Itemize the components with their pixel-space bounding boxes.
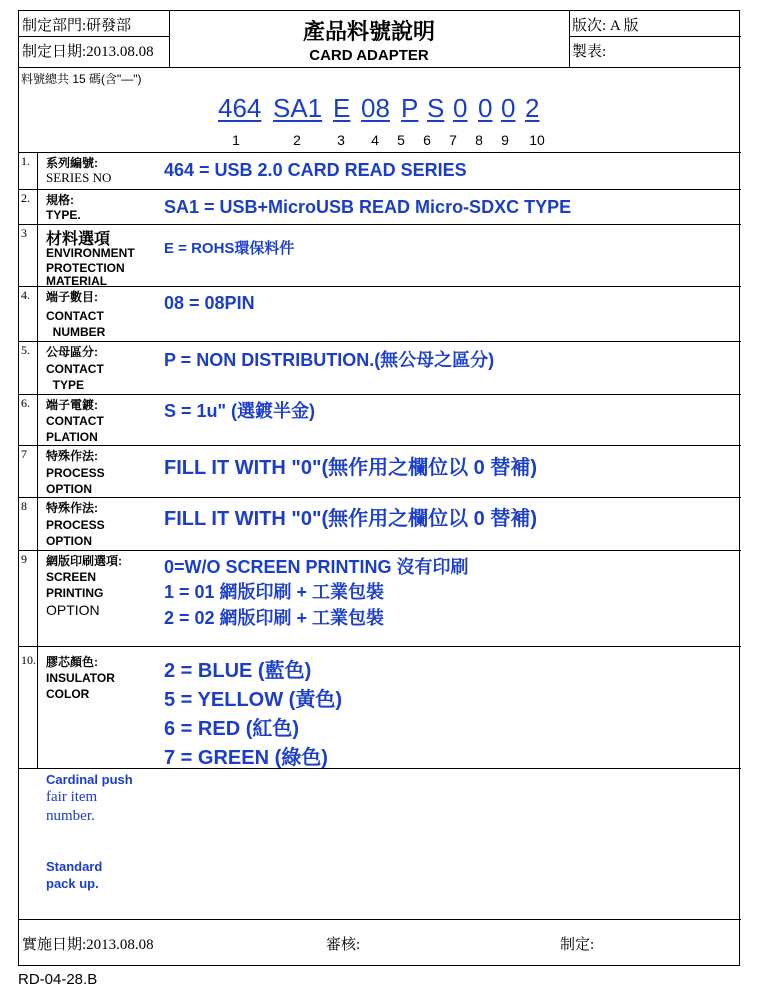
row-value: 6 = RED (紅色): [164, 718, 300, 740]
pn-segment-10: 2: [525, 93, 540, 123]
pn-segment-7: 0: [453, 93, 468, 123]
row-number: 3: [21, 226, 27, 240]
row-value: 2 = BLUE (藍色): [164, 660, 312, 682]
row-label-cn: 端子電鍍:: [46, 398, 98, 412]
implementation-date: 實施日期:2013.08.08: [22, 937, 154, 953]
pn-index-1: 1: [232, 132, 240, 148]
pn-segment-9: 0: [501, 93, 516, 123]
row-number: 5.: [21, 343, 30, 357]
row-number: 8: [21, 499, 27, 513]
row-number: 1.: [21, 154, 30, 168]
row-label-cn: 特殊作法:: [46, 501, 98, 515]
row-label-cn: 特殊作法:: [46, 449, 98, 463]
note-fair-item: fair item: [46, 789, 98, 805]
row-label-en: CONTACT: [46, 414, 104, 428]
pn-index-10: 10: [529, 132, 545, 148]
version-label: 版次: A 版: [572, 18, 639, 34]
row-value: FILL IT WITH "0"(無作用之欄位以 0 替補): [164, 508, 538, 530]
row-label-cn: 規格:: [46, 193, 74, 207]
pn-index-5: 5: [397, 132, 405, 148]
pn-index-9: 9: [501, 132, 509, 148]
note-standard: Standard: [46, 859, 103, 874]
document-code: RD-04-28.B: [18, 971, 98, 988]
row-value: 7 = GREEN (綠色): [164, 747, 328, 769]
pn-segment-6: S: [427, 93, 445, 123]
row-label-en: CONTACT: [46, 362, 104, 376]
row-value: SA1 = USB+MicroUSB READ Micro-SDXC TYPE: [164, 197, 572, 217]
row-label-cn: 端子數目:: [46, 290, 98, 304]
row-label-en: PROCESS: [46, 518, 105, 532]
pn-segment-2: SA1: [273, 93, 323, 123]
row-number: 4.: [21, 288, 30, 302]
row-value: 0=W/O SCREEN PRINTING 沒有印刷: [164, 557, 469, 577]
row-label-en: COLOR: [46, 687, 90, 701]
maker-label: 製表:: [572, 44, 607, 60]
row-value: 5 = YELLOW (黃色): [164, 689, 342, 711]
made-by-label: 制定:: [560, 937, 595, 953]
row-label-en: PRINTING: [46, 586, 104, 600]
pn-segment-3: E: [333, 93, 351, 123]
part-number-note: 料號總共 15 碼(含"—"): [21, 72, 142, 86]
row-value: E = ROHS環保料件: [164, 240, 295, 257]
row-value: FILL IT WITH "0"(無作用之欄位以 0 替補): [164, 457, 538, 479]
row-label-en: PLATION: [46, 430, 98, 444]
row-label-en: TYPE.: [46, 208, 81, 222]
department-label: 制定部門:研發部: [22, 18, 132, 34]
row-label-en: OPTION: [46, 602, 100, 618]
row-label-cn: 系列編號:: [46, 156, 98, 170]
row-label-en: ENVIRONMENT: [46, 246, 135, 260]
pn-index-2: 2: [293, 132, 301, 148]
pn-index-6: 6: [423, 132, 431, 148]
row-label-en: OPTION: [46, 482, 93, 496]
note-pack-up: pack up.: [46, 876, 99, 891]
note-cardinal-push: Cardinal push: [46, 772, 133, 787]
row-value: 1 = 01 網版印刷 + 工業包裝: [164, 582, 385, 602]
row-label-en: MATERIAL: [46, 274, 108, 288]
review-label: 審核:: [326, 937, 361, 953]
pn-segment-5: P: [401, 93, 419, 123]
row-value: 464 = USB 2.0 CARD READ SERIES: [164, 160, 467, 180]
row-value: P = NON DISTRIBUTION.(無公母之區分): [164, 350, 495, 370]
row-label-en: INSULATOR: [46, 671, 115, 685]
row-number: 2.: [21, 191, 30, 205]
row-value: 08 = 08PIN: [164, 293, 255, 313]
created-date-label: 制定日期:2013.08.08: [22, 44, 154, 60]
pn-segment-8: 0: [478, 93, 493, 123]
row-label-en: CONTACT: [46, 309, 104, 323]
pn-index-7: 7: [449, 132, 457, 148]
row-label-en: SCREEN: [46, 570, 97, 584]
row-label-en: PROCESS: [46, 466, 105, 480]
pn-index-8: 8: [475, 132, 483, 148]
row-number: 7: [21, 447, 27, 461]
pn-segment-4: 08: [361, 93, 390, 123]
row-label-en: OPTION: [46, 534, 93, 548]
row-label-en: TYPE: [46, 378, 85, 392]
pn-index-4: 4: [371, 132, 379, 148]
pn-segment-1: 464: [218, 93, 262, 123]
document-subtitle: CARD ADAPTER: [309, 47, 429, 64]
row-value: 2 = 02 網版印刷 + 工業包裝: [164, 608, 385, 628]
row-number: 10.: [21, 653, 36, 667]
note-number: number.: [46, 808, 95, 824]
row-label-cn: 膠芯顏色:: [46, 655, 98, 669]
document-sheet: [18, 10, 740, 966]
row-label-cn: 公母區分:: [46, 345, 98, 359]
row-number: 9: [21, 552, 27, 566]
row-label-en: PROTECTION: [46, 261, 125, 275]
row-number: 6.: [21, 396, 30, 410]
document-title: 產品料號說明: [302, 19, 435, 44]
row-label-cn: 材料選項: [46, 231, 111, 248]
row-value: S = 1u" (選鍍半金): [164, 401, 316, 421]
row-label-en: NUMBER: [46, 325, 106, 339]
row-label-cn: 網版印刷選項:: [46, 554, 122, 568]
pn-index-3: 3: [337, 132, 345, 148]
row-label-en: SERIES NO: [46, 170, 112, 185]
